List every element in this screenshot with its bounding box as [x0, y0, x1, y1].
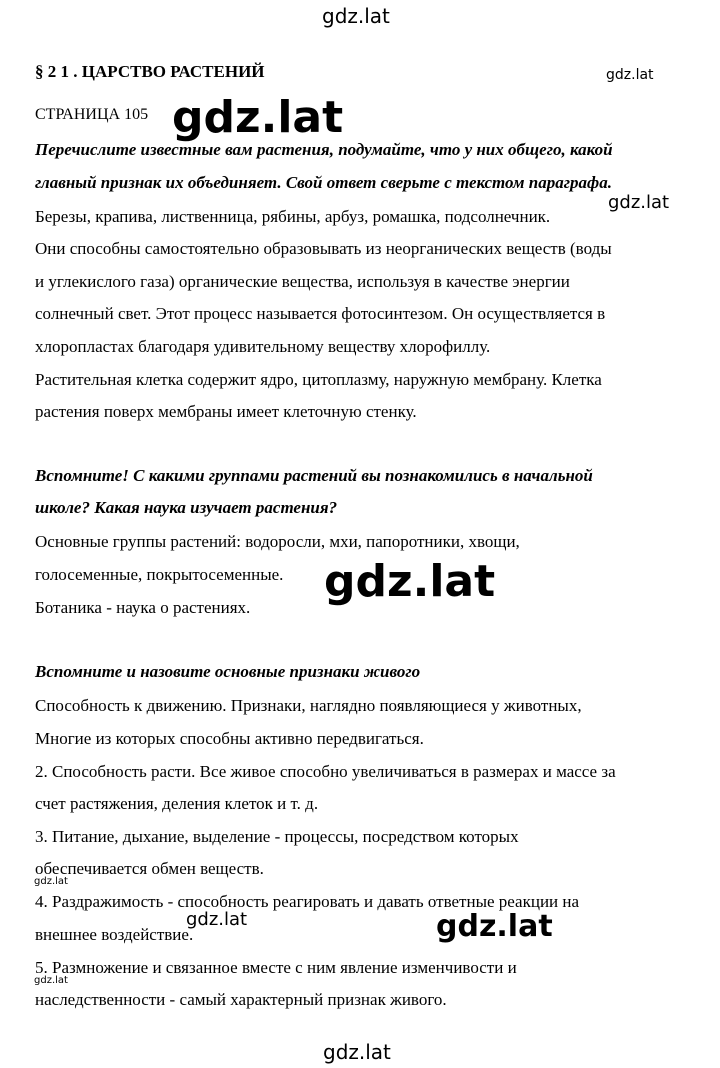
watermark-bottom: gdz.lat [323, 1040, 391, 1064]
answer-2-line-3: Ботаника - наука о растениях. [35, 598, 251, 617]
answer-2-line-2: голосеменные, покрытосеменные. [35, 565, 284, 584]
question-1-line-1: Перечислите известные вам растения, подумайте, что у них общего, какой [35, 140, 613, 159]
watermark-right-2: gdz.lat [608, 192, 670, 213]
answer-3-line-4: счет растяжения, деления клеток и т. д. [35, 794, 319, 813]
answer-1-line-1: Березы, крапива, лиственница, рябины, арбуз, ромашка, подсолнечник. [35, 207, 551, 226]
section-title: § 2 1 . ЦАРСТВО РАСТЕНИЙ [35, 62, 265, 81]
watermark-tiny-2: gdz.lat [34, 975, 68, 986]
question-3: Вспомните и назовите основные признаки живого [35, 662, 421, 681]
watermark-tiny-1: gdz.lat [34, 876, 68, 887]
watermark-top: gdz.lat [322, 4, 390, 28]
answer-1-line-2: Они способны самостоятельно образовывать из неорганических веществ (воды [35, 239, 612, 258]
answer-1-line-5: хлоропластах благодаря удивительному веществу хлорофиллу. [35, 337, 491, 356]
watermark-big-3: gdz.lat [436, 909, 553, 944]
question-2-line-2: школе? Какая наука изучает растения? [35, 498, 338, 517]
answer-3-line-10: наследственности - самый характерный признак живого. [35, 990, 447, 1009]
answer-3-line-1: Способность к движению. Признаки, наглядно появляющиеся у животных, [35, 696, 582, 715]
answer-3-line-8: внешнее воздействие. [35, 925, 194, 944]
answer-3-line-6: обеспечивается обмен веществ. [35, 859, 264, 878]
watermark-big-1: gdz.lat [172, 92, 344, 143]
watermark-mid-1: gdz.lat [186, 909, 248, 930]
answer-3-line-5: 3. Питание, дыхание, выделение - процессы, посредством которых [35, 827, 519, 846]
answer-3-line-2: Многие из которых способны активно передвигаться. [35, 729, 424, 748]
answer-3-line-3: 2. Способность расти. Все живое способно увеличиваться в размерах и массе за [35, 762, 616, 781]
answer-1-line-3: и углекислого газа) органические вещества, используя в качестве энергии [35, 272, 570, 291]
answer-3-line-9: 5. Размножение и связанное вместе с ним явление изменчивости и [35, 958, 517, 977]
answer-2-line-1: Основные группы растений: водоросли, мхи, папоротники, хвощи, [35, 532, 520, 551]
watermark-small-right: gdz.lat [606, 67, 654, 83]
question-2-line-1: Вспомните! С какими группами растений вы познакомились в начальной [35, 466, 593, 485]
answer-1-line-7: растения поверх мембраны имеет клеточную стенку. [35, 402, 417, 421]
page-label: СТРАНИЦА 105 [35, 106, 149, 123]
answer-1-line-6: Растительная клетка содержит ядро, цитоплазму, наружную мембрану. Клетка [35, 370, 602, 389]
answer-3-line-7: 4. Раздражимость - способность реагировать и давать ответные реакции на [35, 892, 580, 911]
question-1-line-2: главный признак их объединяет. Свой ответ сверьте с текстом параграфа. [35, 173, 612, 192]
watermark-big-2: gdz.lat [324, 556, 496, 607]
answer-1-line-4: солнечный свет. Этот процесс называется фотосинтезом. Он осуществляется в [35, 304, 606, 323]
